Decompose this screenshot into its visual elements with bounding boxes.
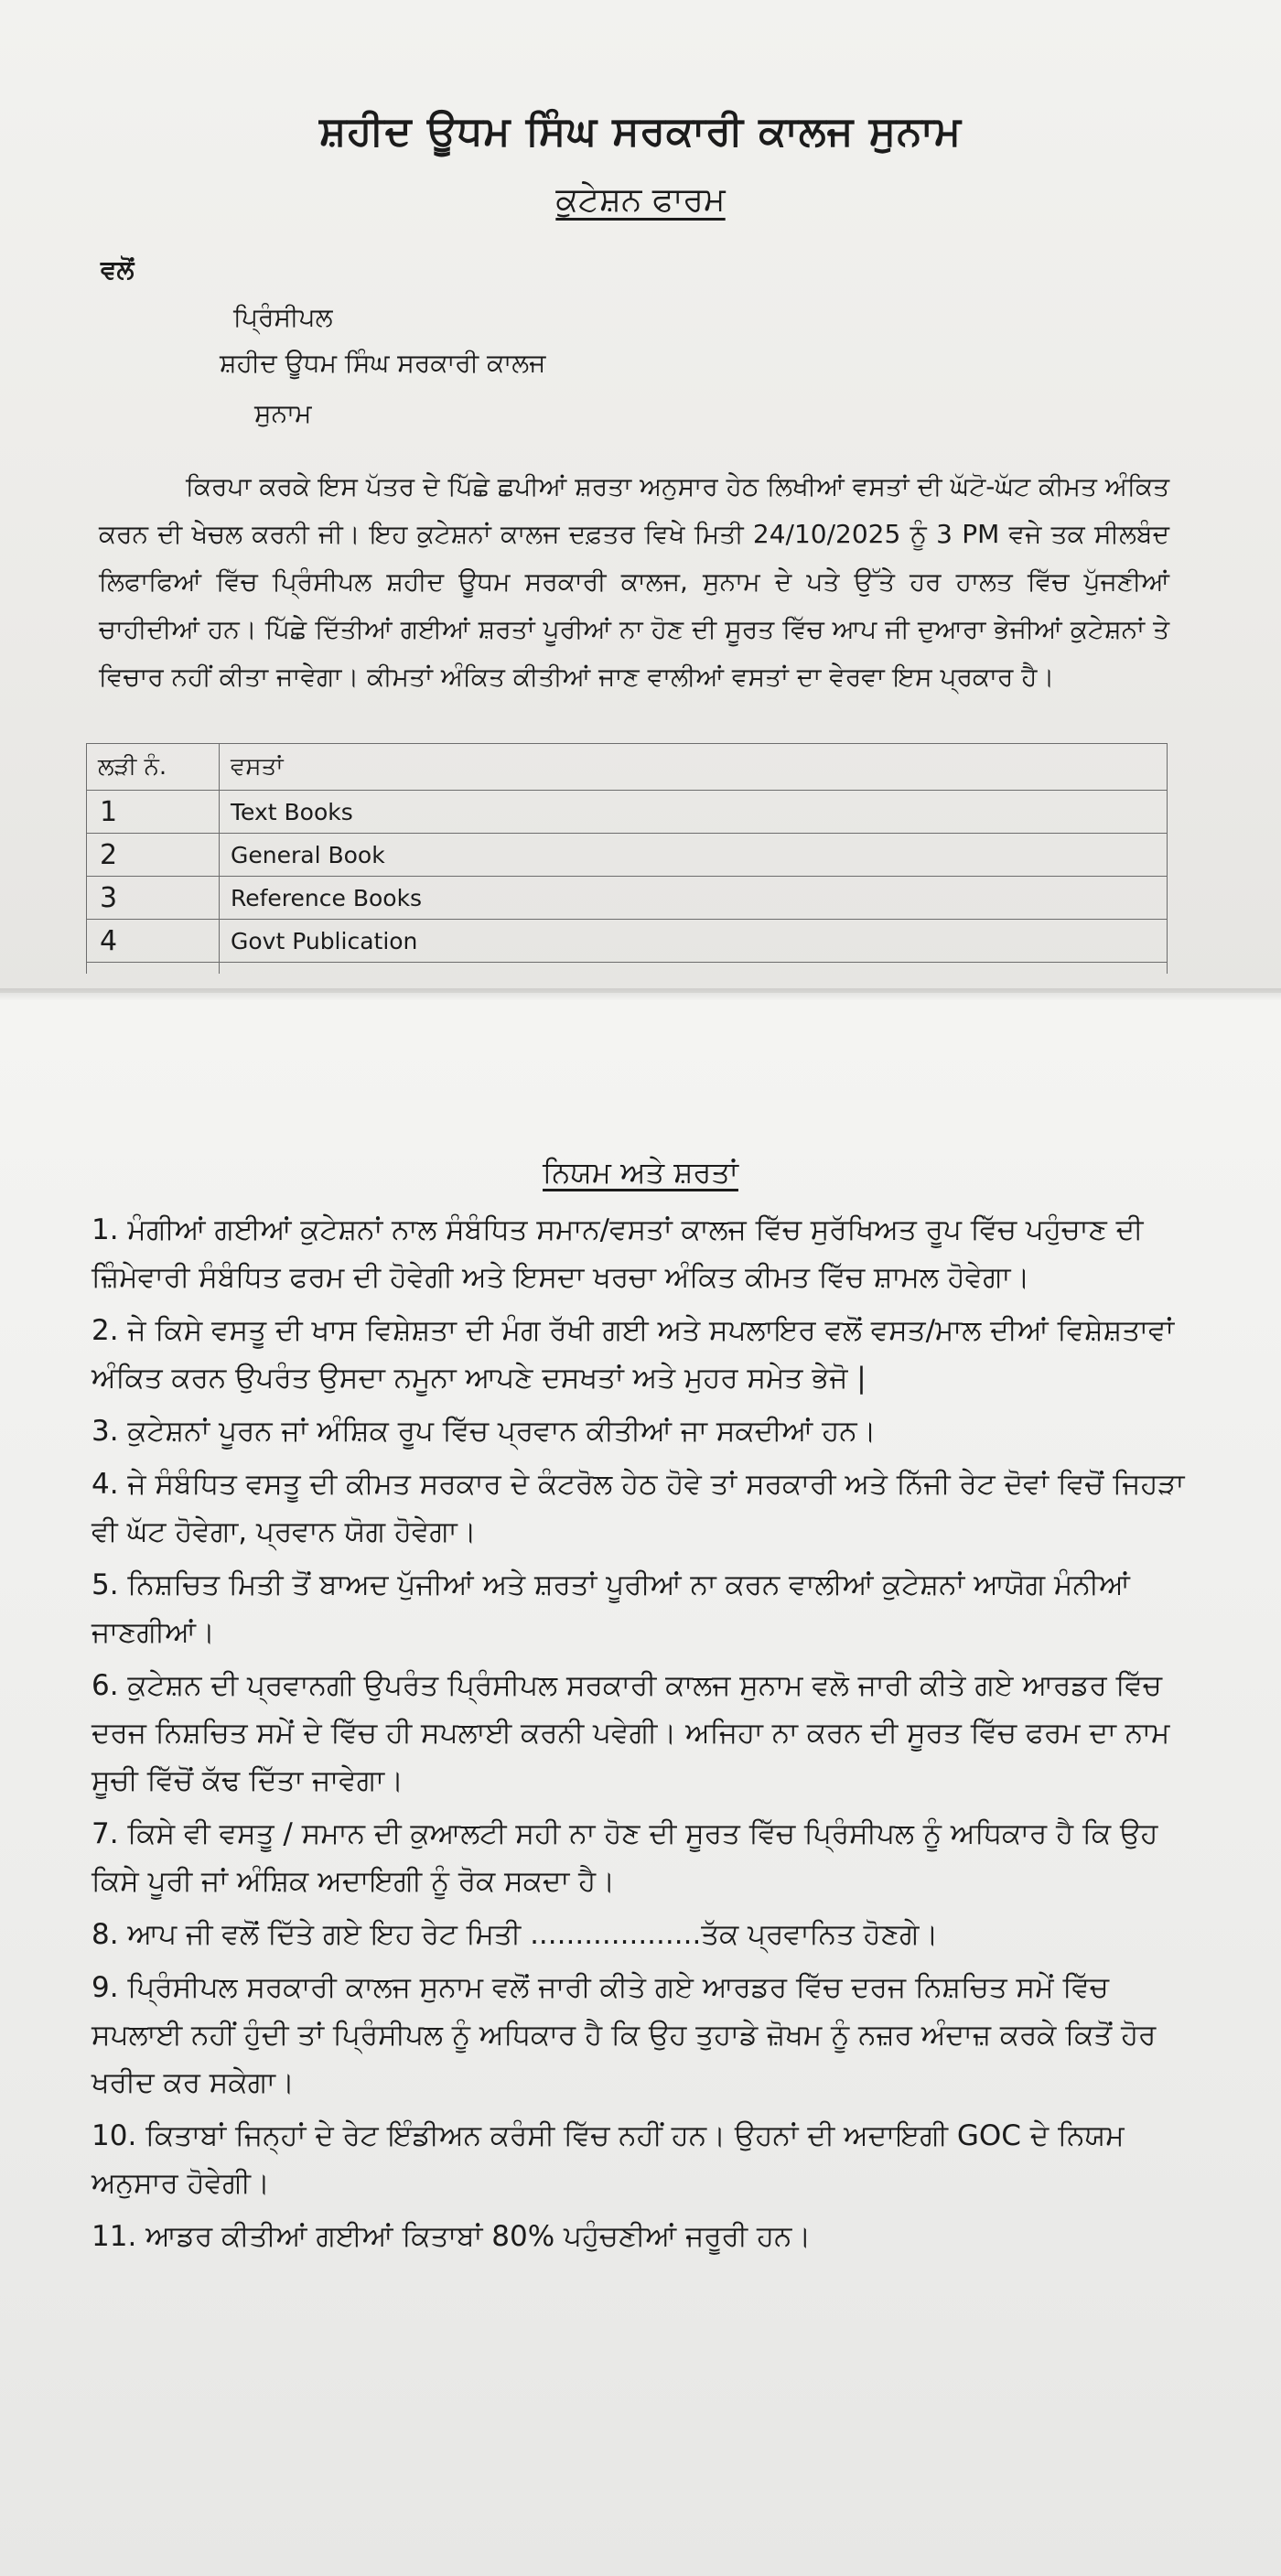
table-header-row	[87, 744, 1168, 791]
row-empty-cell	[87, 963, 220, 975]
row-empty-cell	[220, 963, 1168, 975]
address-line-city: ਸੁਨਾਮ	[254, 398, 312, 428]
row-item: Text Books	[220, 791, 1168, 834]
row-number: 1	[87, 791, 220, 834]
term-item: 5. ਨਿਸ਼ਚਿਤ ਮਿਤੀ ਤੋਂ ਬਾਅਦ ਪੁੱਜੀਆਂ ਅਤੇ ਸ਼ਰਤਾਂ ਪੂਰੀਆਂ ਨਾ ਕਰਨ ਵਾਲੀਆਂ ਕੁਟੇਸ਼ਨਾਂ ਆਯੋਗ ਮੰਨੀਆਂ ਜਾਣਗੀਆਂ।	[92, 1568, 1130, 1649]
term-item: 8. ਆਪ ਜੀ ਵਲੋਂ ਦਿੱਤੇ ਗਏ ਇਹ ਰੇਟ ਮਿਤੀ ...................ਤੱਕ ਪ੍ਰਵਾਨਿਤ ਹੋਣਗੇ।	[92, 1918, 939, 1951]
address-line-college: ਸ਼ਹੀਦ ਊਧਮ ਸਿੰਘ ਸਰਕਾਰੀ ਕਾਲਜ	[220, 348, 546, 378]
term-item: 2. ਜੇ ਕਿਸੇ ਵਸਤੂ ਦੀ ਖਾਸ ਵਿਸ਼ੇਸ਼ਤਾ ਦੀ ਮੰਗ ਰੱਖੀ ਗਈ ਅਤੇ ਸਪਲਾਇਰ ਵਲੋਂ ਵਸਤ/ਮਾਲ ਦੀਆਂ ਵਿਸ਼ੇਸ਼ਤਾਵਾਂ ਅੰਕਿਤ ਕਰਨ ਉਪਰੰਤ ਉਸਦਾ ਨਮੂਨਾ ਆਪਣੇ ਦਸਖਤਾਂ ਅਤੇ ਮੁਹਰ ਸਮੇਤ ਭੇਜੋ |	[92, 1314, 1175, 1395]
row-item: General Book	[220, 834, 1168, 877]
row-item: Reference Books	[220, 877, 1168, 920]
term-item: 9. ਪ੍ਰਿੰਸੀਪਲ ਸਰਕਾਰੀ ਕਾਲਜ ਸੁਨਾਮ ਵਲੋਂ ਜਾਰੀ ਕੀਤੇ ਗਏ ਆਰਡਰ ਵਿੱਚ ਦਰਜ ਨਿਸ਼ਚਿਤ ਸਮੇਂ ਵਿੱਚ ਸਪਲਾਈ ਨਹੀਂ ਹੁੰਦੀ ਤਾਂ ਪ੍ਰਿੰਸੀਪਲ ਨੂੰ ਅਧਿਕਾਰ ਹੈ ਕਿ ਉਹ ਤੁਹਾਡੇ ਜ਼ੋਖਮ ਨੂੰ ਨਜ਼ਰ ਅੰਦਾਜ਼ ਕਰਕੇ ਕਿਤੋਂ ਹੋਰ ਖਰੀਦ ਕਰ ਸਕੇਗਾ।	[92, 1971, 1157, 2099]
college-title: ਸ਼ਹੀਦ ਊਧਮ ਸਿੰਘ ਸਰਕਾਰੀ ਕਾਲਜ ਸੁਨਾਮ	[318, 108, 963, 155]
table-row	[87, 920, 1168, 963]
row-number: 3	[87, 877, 220, 920]
term-item: 11. ਆਡਰ ਕੀਤੀਆਂ ਗਈਆਂ ਕਿਤਾਬਾਂ 80% ਪਹੁੰਚਣੀਆਂ ਜਰੂਰੀ ਹਨ।	[92, 2220, 812, 2253]
terms-heading: ਨਿਯਮ ਅਤੇ ਸ਼ਰਤਾਂ	[543, 1155, 738, 1190]
table-row	[87, 834, 1168, 877]
from-label: ਵਲੋਂ	[101, 254, 135, 285]
form-title: ਕੁਟੇਸ਼ਨ ਫਾਰਮ	[555, 181, 726, 219]
row-number: 4	[87, 920, 220, 963]
page-fold	[0, 988, 1281, 1001]
term-item: 6. ਕੁਟੇਸ਼ਨ ਦੀ ਪ੍ਰਵਾਨਗੀ ਉਪਰੰਤ ਪ੍ਰਿੰਸੀਪਲ ਸਰਕਾਰੀ ਕਾਲਜ ਸੁਨਾਮ ਵਲੋ ਜਾਰੀ ਕੀਤੇ ਗਏ ਆਰਡਰ ਵਿੱਚ ਦਰਜ ਨਿਸ਼ਚਿਤ ਸਮੇਂ ਦੇ ਵਿੱਚ ਹੀ ਸਪਲਾਈ ਕਰਨੀ ਪਵੇਗੀ। ਅਜਿਹਾ ਨਾ ਕਰਨ ਦੀ ਸੂਰਤ ਵਿੱਚ ਫਰਮ ਦਾ ਨਾਮ ਸੂਚੀ ਵਿੱਚੋਂ ਕੱਢ ਦਿੱਤਾ ਜਾਵੇਗਾ।	[92, 1669, 1170, 1797]
row-number: 2	[87, 834, 220, 877]
term-item: 3. ਕੁਟੇਸ਼ਨਾਂ ਪੂਰਨ ਜਾਂ ਅੰਸ਼ਿਕ ਰੂਪ ਵਿੱਚ ਪ੍ਰਵਾਨ ਕੀਤੀਆਂ ਜਾ ਸਕਦੀਆਂ ਹਨ।	[92, 1415, 877, 1448]
row-item: Govt Publication	[220, 920, 1168, 963]
table-row	[87, 877, 1168, 920]
header-serial-no: ਲੜੀ ਨੰ.	[87, 744, 220, 791]
items-table	[86, 743, 1168, 974]
address-line-principal: ਪ੍ਰਿੰਸੀਪਲ	[233, 302, 333, 332]
header-items: ਵਸਤਾਂ	[220, 744, 1168, 791]
terms-list	[92, 1206, 1203, 2266]
term-item: 1. ਮੰਗੀਆਂ ਗਈਆਂ ਕੁਟੇਸ਼ਨਾਂ ਨਾਲ ਸੰਬੰਧਿਤ ਸਮਾਨ/ਵਸਤਾਂ ਕਾਲਜ ਵਿੱਚ ਸੁਰੱਖਿਅਤ ਰੂਪ ਵਿੱਚ ਪਹੁੰਚਾਣ ਦੀ ਜ਼ਿੰਮੇਵਾਰੀ ਸੰਬੰਧਿਤ ਫਰਮ ਦੀ ਹੋਵੇਗੀ ਅਤੇ ਇਸਦਾ ਖਰਚਾ ਅੰਕਿਤ ਕੀਮਤ ਵਿੱਚ ਸ਼ਾਮਲ ਹੋਵੇਗਾ।	[92, 1213, 1144, 1294]
term-item: 4. ਜੇ ਸੰਬੰਧਿਤ ਵਸਤੂ ਦੀ ਕੀਮਤ ਸਰਕਾਰ ਦੇ ਕੰਟਰੋਲ ਹੇਠ ਹੋਵੇ ਤਾਂ ਸਰਕਾਰੀ ਅਤੇ ਨਿੱਜੀ ਰੇਟ ਦੋਵਾਂ ਵਿਚੋਂ ਜਿਹੜਾ ਵੀ ਘੱਟ ਹੋਵੇਗਾ, ਪ੍ਰਵਾਨ ਯੋਗ ਹੋਵੇਗਾ।	[92, 1468, 1185, 1548]
table-row-cut-off	[87, 963, 1168, 975]
table-row	[87, 791, 1168, 834]
term-item: 7. ਕਿਸੇ ਵੀ ਵਸਤੂ / ਸਮਾਨ ਦੀ ਕੁਆਲਟੀ ਸਹੀ ਨਾ ਹੋਣ ਦੀ ਸੂਰਤ ਵਿੱਚ ਪ੍ਰਿੰਸੀਪਲ ਨੂੰ ਅਧਿਕਾਰ ਹੈ ਕਿ ਉਹ ਕਿਸੇ ਪੂਰੀ ਜਾਂ ਅੰਸ਼ਿਕ ਅਦਾਇਗੀ ਨੂੰ ਰੋਕ ਸਕਦਾ ਹੈ।	[92, 1817, 1158, 1898]
term-item: 10. ਕਿਤਾਬਾਂ ਜਿਨ੍ਹਾਂ ਦੇ ਰੇਟ ਇੰਡੀਅਨ ਕਰੰਸੀ ਵਿੱਚ ਨਹੀਂ ਹਨ। ਉਹਨਾਂ ਦੀ ਅਦਾਇਗੀ GOC ਦੇ ਨਿਯਮ ਅਨੁਸਾਰ ਹੋਵੇਗੀ।	[92, 2119, 1125, 2200]
intro-paragraph: ਕਿਰਪਾ ਕਰਕੇ ਇਸ ਪੱਤਰ ਦੇ ਪਿੱਛੇ ਛਪੀਆਂ ਸ਼ਰਤਾ ਅਨੁਸਾਰ ਹੇਠ ਲਿਖੀਆਂ ਵਸਤਾਂ ਦੀ ਘੱਟੋ-ਘੱਟ ਕੀਮਤ ਅੰਕਿਤ ਕਰਨ ਦੀ ਖੇਚਲ ਕਰਨੀ ਜੀ। ਇਹ ਕੁਟੇਸ਼ਨਾਂ ਕਾਲਜ ਦਫ਼ਤਰ ਵਿਖੇ ਮਿਤੀ 24/10/2025 ਨੂੰ 3 PM ਵਜੇ ਤਕ ਸੀਲਬੰਦ ਲਿਫਾਫਿਆਂ ਵਿੱਚ ਪ੍ਰਿੰਸੀਪਲ ਸ਼ਹੀਦ ਊਧਮ ਸਰਕਾਰੀ ਕਾਲਜ, ਸੁਨਾਮ ਦੇ ਪਤੇ ਉੱਤੇ ਹਰ ਹਾਲਤ ਵਿੱਚ ਪੁੱਜਣੀਆਂ ਚਾਹੀਦੀਆਂ ਹਨ। ਪਿੱਛੇ ਦਿੱਤੀਆਂ ਗਈਆਂ ਸ਼ਰਤਾਂ ਪੂਰੀਆਂ ਨਾ ਹੋਣ ਦੀ ਸੂਰਤ ਵਿੱਚ ਆਪ ਜੀ ਦੁਆਰਾ ਭੇਜੀਆਂ ਕੁਟੇਸ਼ਨਾਂ ਤੇ ਵਿਚਾਰ ਨਹੀਂ ਕੀਤਾ ਜਾਵੇਗਾ। ਕੀਮਤਾਂ ਅੰਕਿਤ ਕੀਤੀਆਂ ਜਾਣ ਵਾਲੀਆਂ ਵਸਤਾਂ ਦਾ ਵੇਰਵਾ ਇਸ ਪ੍ਰਕਾਰ ਹੈ।	[99, 471, 1169, 692]
